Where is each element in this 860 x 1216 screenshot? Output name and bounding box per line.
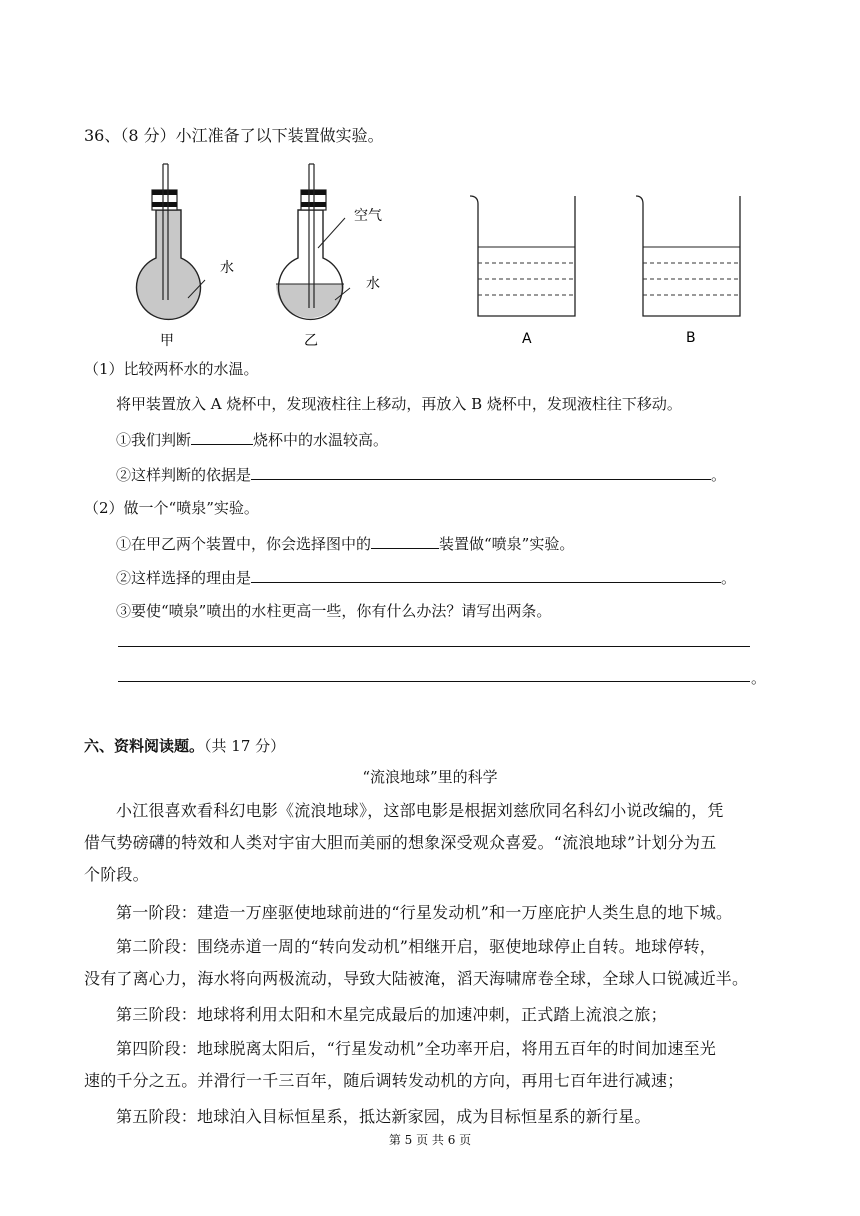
part2-q1-suffix: 装置做“喷泉”实验。: [439, 535, 575, 553]
flask-yi: [276, 164, 350, 319]
label-air: 空气: [354, 208, 382, 224]
answer-line-end-mark: 。: [751, 669, 767, 687]
reading-line: 第五阶段：地球泊入目标恒星系，抵达新家园，成为目标恒星系的新行星。: [116, 1107, 651, 1126]
answer-line-2[interactable]: [118, 681, 750, 682]
answer-line-1[interactable]: [118, 646, 750, 647]
reading-line: 借气势磅礴的特效和人类对宇宙大胆而美丽的想象深受观众喜爱。“流浪地球”计划分为五: [84, 833, 717, 852]
reading-line: 没有了离心力，海水将向两极流动，导致大陆被淹，滔天海啸席卷全球，全球人口锐减近半。: [84, 969, 749, 988]
section-6-title: 六、资料阅读题。: [84, 737, 205, 755]
reading-line: 个阶段。: [84, 865, 149, 884]
part2-q2-suffix: 。: [721, 569, 737, 587]
label-beaker-a: A: [522, 331, 532, 347]
label-yi: 乙: [304, 333, 318, 349]
section-6-heading: [84, 735, 285, 757]
beaker-a: [470, 196, 575, 316]
answer-blank-device[interactable]: [371, 532, 439, 549]
part1-q2-prefix: ②这样判断的依据是: [116, 466, 252, 484]
apparatus-figure: [0, 150, 860, 350]
reading-line: 第四阶段：地球脱离太阳后，“行星发动机”全功率开启，将用五百年的时间加速至光: [116, 1039, 716, 1058]
beaker-b: [636, 196, 740, 316]
page-footer: 第 5 页 共 6 页: [388, 1133, 472, 1147]
label-water-left: 水: [220, 260, 234, 276]
label-jia: 甲: [160, 333, 174, 349]
part1-title: （1）比较两杯水的水温。: [84, 360, 259, 378]
question-36-header: 36、（8 分）小江准备了以下装置做实验。: [84, 126, 384, 145]
reading-line: 小江很喜欢看科幻电影《流浪地球》，这部电影是根据刘慈欣同名科幻小说改编的，凭: [116, 801, 724, 820]
flask-jia: [137, 164, 206, 319]
part2-q2-prefix: ②这样选择的理由是: [116, 569, 252, 587]
reading-line: 速的千分之五。并滑行一千三百年，随后调转发动机的方向，再用七百年进行减速；: [84, 1071, 684, 1090]
part1-question-1: [116, 428, 388, 451]
reading-title: “流浪地球”里的科学: [362, 768, 498, 786]
part1-question-2: [116, 463, 726, 486]
answer-blank-reason[interactable]: [251, 566, 721, 583]
reading-line: 第二阶段：围绕赤道一周的“转向发动机”相继开启，驱使地球停止自转。地球停转，: [116, 937, 716, 956]
part2-question-2: [116, 566, 736, 589]
reading-line: 第三阶段：地球将利用太阳和木星完成最后的加速冲刺，正式踏上流浪之旅；: [116, 1005, 667, 1024]
part1-intro: 将甲装置放入 A 烧杯中，发现液柱往上移动，再放入 B 烧杯中，发现液柱往下移动。: [116, 395, 682, 413]
part2-q1-prefix: ①在甲乙两个装置中，你会选择图中的: [116, 535, 372, 553]
part2-question-1: [116, 532, 574, 555]
part2-question-3: ③要使“喷泉”喷出的水柱更高一些，你有什么办法？请写出两条。: [116, 602, 552, 620]
part1-q1-prefix: ①我们判断: [116, 431, 192, 449]
part2-title: （2）做一个“喷泉”实验。: [84, 499, 259, 517]
reading-line: 第一阶段：建造一万座驱使地球前进的“行星发动机”和一万座庇护人类生息的地下城。: [116, 903, 733, 922]
label-beaker-b: B: [686, 330, 696, 346]
part1-q1-suffix: 烧杯中的水温较高。: [253, 431, 389, 449]
answer-blank-basis[interactable]: [251, 463, 711, 480]
answer-blank-beaker[interactable]: [191, 428, 253, 445]
section-6-score: （共 17 分）: [204, 737, 286, 755]
label-water-right: 水: [366, 276, 380, 292]
part1-q2-suffix: 。: [711, 466, 727, 484]
